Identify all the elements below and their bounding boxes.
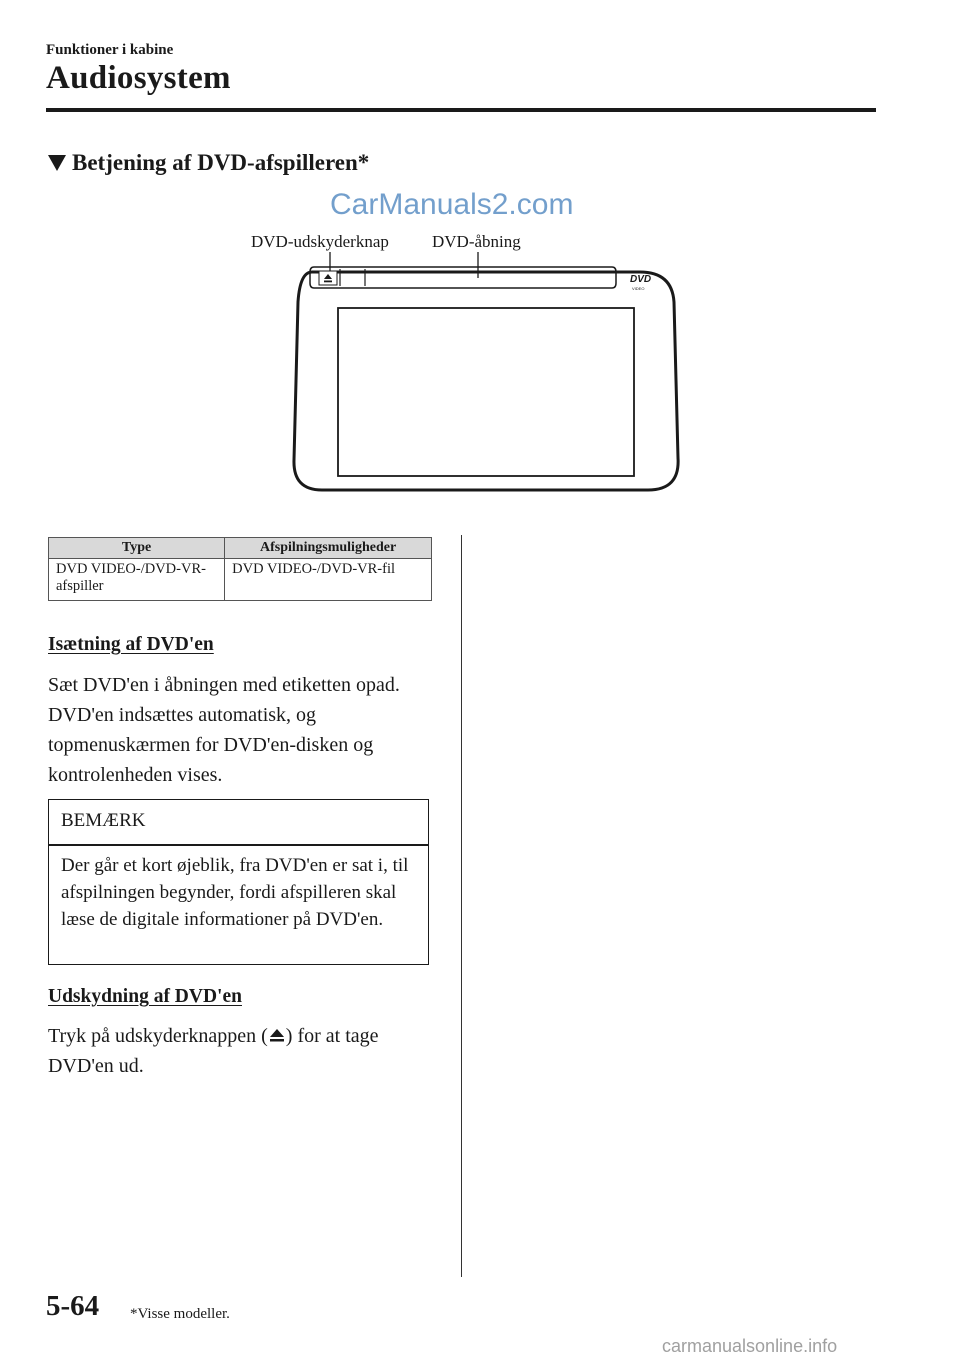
subheading-text: Betjening af DVD-afspilleren* [72,150,370,175]
eject-inline-icon [269,1027,285,1044]
dvd-player-figure [240,222,700,502]
eject-text-before: Tryk på udskyderknappen ( [48,1025,268,1047]
insert-paragraph: Sæt DVD'en i åbningen med etiketten opad. DVD'en indsættes automatisk, og topmenuskærmen for DVD'en-disken og kontrolenheden vises. [48,674,400,786]
heading-eject: Udskydning af DVD'en [48,986,242,1007]
table-cell-playback: DVD VIDEO-/DVD-VR-fil [225,559,432,601]
subheading [48,150,369,176]
note-rule [49,844,428,846]
note-title: BEMÆRK [61,810,146,831]
player-screen [338,308,634,476]
table-header-type: Type [49,538,225,559]
eject-text-after: ) for at tage DVD'en ud. [48,1025,379,1077]
column-divider [461,535,462,1277]
player-housing [294,272,678,490]
heading-insert: Isætning af DVD'en [48,634,214,655]
table-cell-type: DVD VIDEO-/DVD-VR-afspiller [49,559,225,601]
label-dvd-slot: DVD-åbning [432,232,521,251]
section-label: Funktioner i kabine [46,42,174,58]
watermark-bottom: carmanualsonline.info [662,1336,838,1356]
triangle-down-icon [48,155,66,171]
watermark-top: CarManuals2.com [330,188,574,221]
label-eject-button: DVD-udskyderknap [251,232,389,251]
note-text: Der går et kort øjeblik, fra DVD'en er sat i, til afspilningen begynder, fordi afspilleren skal læse de digitale informationer på DVD'en. [61,855,409,930]
page-title: Audiosystem [46,60,231,96]
dvd-video-logo-icon [630,274,651,291]
page-number: 5-64 [46,1290,100,1322]
dvd-slot-bar [310,267,616,288]
footnote: *Visse modeller. [130,1306,230,1322]
svg-text:DVD: DVD [630,274,652,285]
table-row [49,559,432,601]
svg-text:VIDEO: VIDEO [632,286,645,291]
table-header-playback: Afspilningsmuligheder [225,538,432,559]
title-rule [46,108,876,112]
eject-icon[interactable] [319,271,337,285]
note-box [48,799,429,965]
eject-paragraph [48,1021,448,1081]
playback-table [48,537,432,601]
